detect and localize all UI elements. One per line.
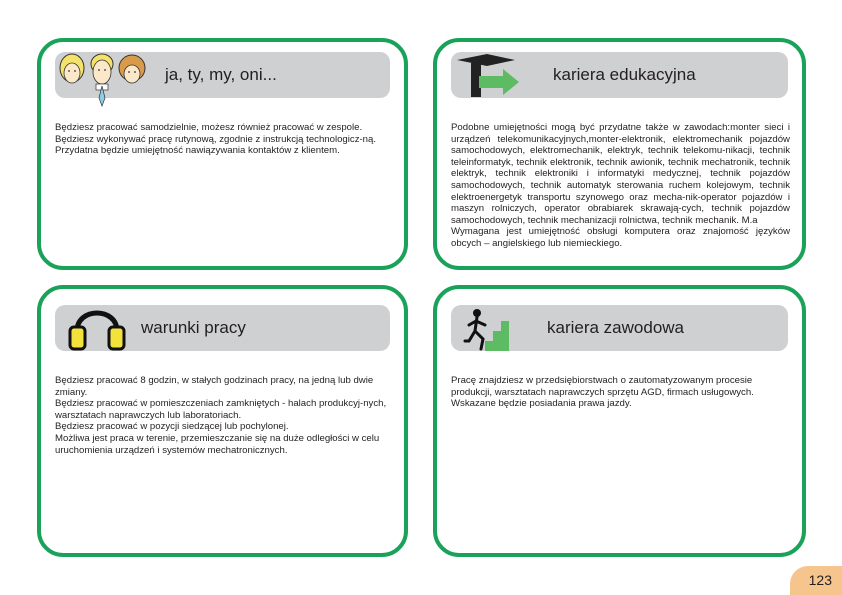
card-paragraph: Podobne umiejętności mogą być przydatne także w zawodach:monter sieci i urządzeń telekomunikacyjnych,monter-elektronik, elektromechanik pojazdów samochodowych, elektromechanik, elektryk, technik telekomu-nikacji, technik teleinformatyk, technik elektronik, technik awionik, technik mechatronik, technik elektryk, technik elektroniki i informatyki medycznej, technik pojazdów samochodowych, technik automatyk sterowania ruchem kolejowym, technik elektroenergetyk transportu szynowego oraz mecha-nik-operator pojazdów i maszyn rolniczych, operator obrabiarek skrawają-cych, technik pojazdów samochodowych, technik mechanizacji rolnictwa, technik mechanik. M.a (451, 122, 790, 226)
card-paragraph: Będziesz pracować w pomieszczeniach zamkniętych - halach produkcyj-nych, warsztatach naprawczych lub laboratoriach. (55, 398, 387, 421)
card-header (451, 305, 788, 351)
page-number: 123 (808, 572, 832, 588)
card-body (451, 122, 790, 250)
card-title: kariera zawodowa (547, 318, 685, 337)
card-body (55, 375, 392, 456)
card-paragraph: Pracę znajdziesz w przedsiębiorstwach o zautomatyzowanym procesie produkcji, warsztatach naprawczych sprzętu AGD, firmach usługowych. Wskazane będzie posiadania prawa jazdy. (451, 375, 754, 410)
card-paragraph: Możliwa jest praca w terenie, przemieszczanie się na duże odległości w celu uruchomienia urządzeń i systemów mechatronicznych. (55, 432, 380, 456)
card-kariera-edukacyjna (433, 38, 806, 270)
people-faces-icon (57, 46, 153, 115)
card-body (55, 122, 392, 157)
card-header (451, 52, 788, 98)
card-paragraph: Wymagana jest umiejętność obsługi komputera oraz znajomość języków obcych – angielskiego lub niemieckiego. (451, 226, 790, 249)
card-header (55, 305, 390, 351)
card-warunki-pracy (37, 285, 408, 557)
card-paragraph: Przydatna będzie umiejętność nawiązywania kontaktów z klientem. (55, 145, 340, 157)
card-body (451, 375, 790, 410)
card-title: ja, ty, my, oni... (165, 65, 277, 84)
card-title: kariera edukacyjna (553, 65, 696, 84)
card-paragraph: Będziesz wykonywać pracę rutynową, zgodnie z instrukcją technologicz-ną. (55, 133, 377, 145)
card-title: warunki pracy (141, 318, 246, 337)
graduation-cap-arrow-icon (453, 54, 523, 103)
page-number-badge (790, 566, 842, 595)
card-paragraph: Będziesz pracować 8 godzin, w stałych godzinach pracy, na jedną lub dwie zmiany. (55, 375, 374, 398)
card-paragraph: Będziesz pracować w pozycji siedzącej lub pochylonej. (55, 421, 289, 433)
climbing-stairs-icon (463, 307, 517, 356)
card-paragraph: Będziesz pracować samodzielnie, możesz również pracować w zespole. (55, 122, 363, 133)
card-header (55, 52, 390, 98)
card-kariera-zawodowa (433, 285, 806, 557)
ear-protectors-icon (67, 301, 127, 356)
card-ja-ty-my-oni (37, 38, 408, 270)
